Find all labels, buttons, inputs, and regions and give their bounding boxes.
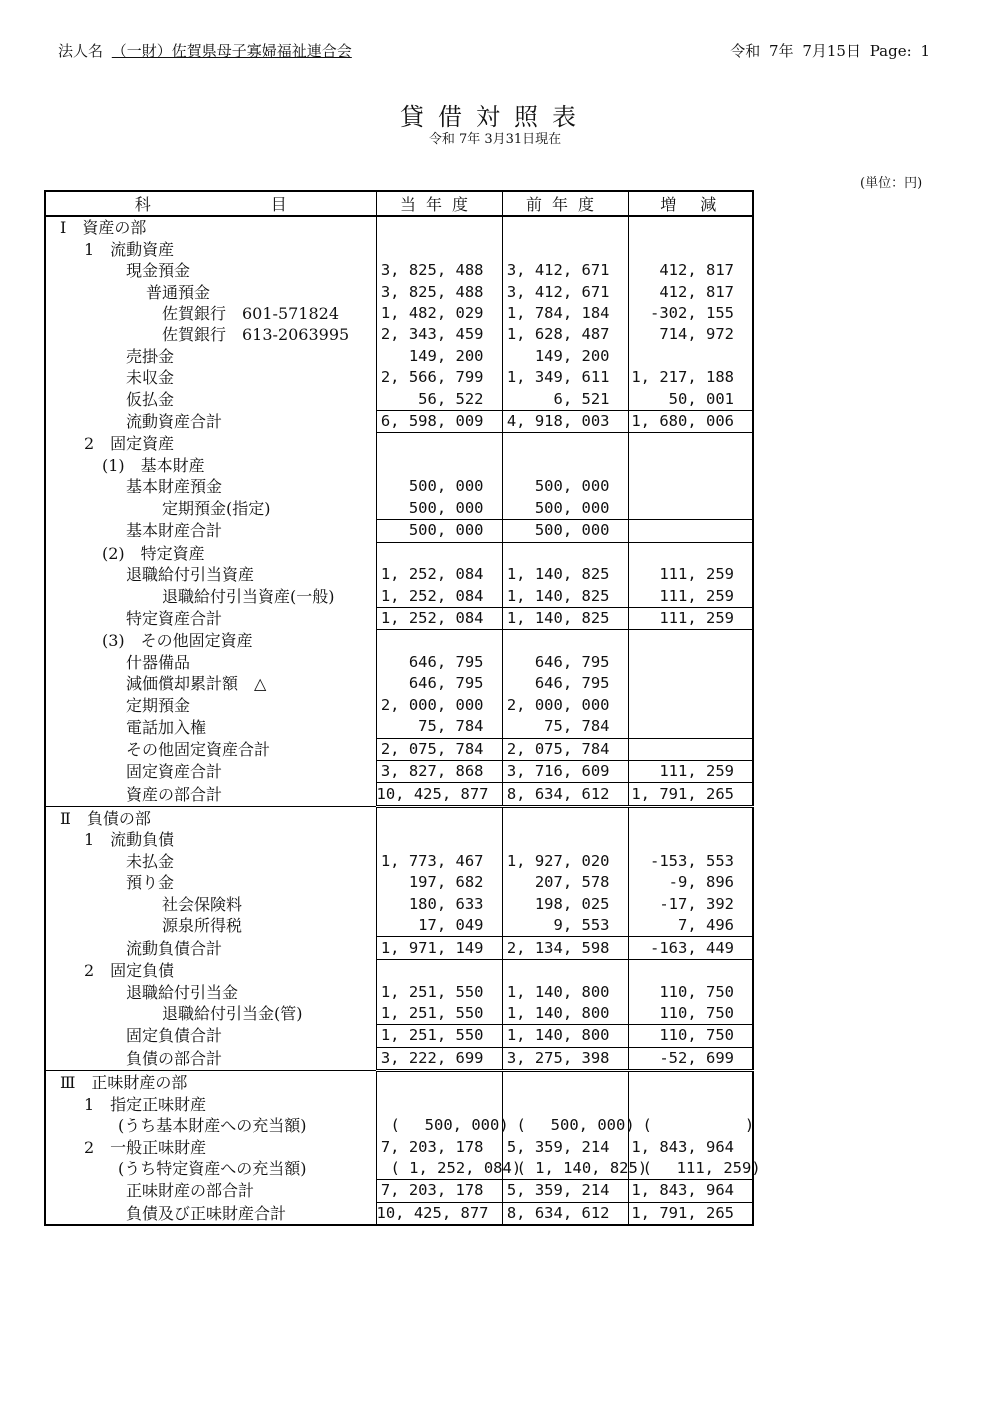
difference-value bbox=[628, 476, 753, 497]
current-year-value bbox=[376, 829, 502, 850]
row-label: 退職給付引当金(管) bbox=[162, 1004, 303, 1024]
previous-year-value: 3, 412, 671 bbox=[502, 281, 628, 302]
previous-year-value: 1, 140, 825 bbox=[502, 564, 628, 585]
previous-year-value: 2, 000, 000 bbox=[502, 695, 628, 716]
previous-year-value: 5, 359, 214 bbox=[502, 1136, 628, 1157]
previous-year-value: 3, 275, 398 bbox=[502, 1047, 628, 1070]
difference-value bbox=[628, 520, 753, 542]
row-label: 2 固定資産 bbox=[84, 434, 175, 454]
difference-value: -163, 449 bbox=[628, 937, 753, 959]
current-year-value: 6, 598, 009 bbox=[376, 410, 502, 432]
row-label: 現金預金 bbox=[126, 261, 191, 281]
difference-value bbox=[628, 498, 753, 520]
current-year-value bbox=[376, 433, 502, 455]
previous-year-value: 1, 140, 800 bbox=[502, 1025, 628, 1047]
previous-year-value: 8, 634, 612 bbox=[502, 783, 628, 806]
previous-year-value: 198, 025 bbox=[502, 894, 628, 915]
corp-label: 法人名 bbox=[58, 42, 104, 60]
difference-value: 110, 750 bbox=[628, 981, 753, 1002]
difference-value bbox=[628, 346, 753, 367]
row-label: 什器備品 bbox=[126, 652, 191, 672]
column-header-item-b: 目 bbox=[270, 195, 287, 214]
current-year-value: 500, 000 bbox=[376, 520, 502, 542]
table-row bbox=[45, 520, 753, 542]
current-year-value: 197, 682 bbox=[376, 872, 502, 893]
row-label: 正味財産の部合計 bbox=[126, 1181, 255, 1201]
previous-year-value: 646, 795 bbox=[502, 673, 628, 694]
difference-value: 110, 750 bbox=[628, 1003, 753, 1025]
current-year-value: ( 1, 252, 084) bbox=[376, 1158, 502, 1180]
report-date: 令和 7年 7月15日 bbox=[730, 42, 861, 60]
table-row bbox=[45, 1136, 753, 1157]
table-row bbox=[45, 894, 753, 915]
column-header-diff: 増 減 bbox=[628, 191, 753, 216]
previous-year-value: 3, 716, 609 bbox=[502, 760, 628, 782]
previous-year-value bbox=[502, 630, 628, 652]
previous-year-value: 8, 634, 612 bbox=[502, 1202, 628, 1225]
row-label: 特定資産合計 bbox=[126, 609, 223, 629]
table-row bbox=[45, 542, 753, 564]
table-row bbox=[45, 389, 753, 411]
previous-year-value: ( 1, 140, 825) bbox=[502, 1158, 628, 1180]
difference-value: 50, 001 bbox=[628, 389, 753, 411]
current-year-value: 75, 784 bbox=[376, 716, 502, 738]
unit-label: (単位：円) bbox=[860, 176, 923, 191]
current-year-value: 2, 075, 784 bbox=[376, 738, 502, 760]
difference-value: 1, 791, 265 bbox=[628, 783, 753, 806]
row-label: 1 流動負債 bbox=[84, 830, 175, 850]
previous-year-value: 1, 140, 825 bbox=[502, 607, 628, 629]
current-year-value: 1, 252, 084 bbox=[376, 564, 502, 585]
table-row bbox=[45, 238, 753, 259]
difference-value bbox=[628, 829, 753, 850]
table-row bbox=[45, 1094, 753, 1115]
difference-value: 111, 259 bbox=[628, 760, 753, 782]
row-label: 固定資産合計 bbox=[126, 762, 223, 782]
previous-year-value bbox=[502, 806, 628, 829]
difference-value bbox=[628, 1071, 753, 1094]
table-row bbox=[45, 1202, 753, 1225]
previous-year-value: 6, 521 bbox=[502, 389, 628, 411]
previous-year-value bbox=[502, 216, 628, 238]
difference-value: 7, 496 bbox=[628, 915, 753, 937]
row-label: (3) その他固定資産 bbox=[102, 631, 253, 651]
difference-value: 111, 259 bbox=[628, 607, 753, 629]
row-label: Ⅱ 負債の部 bbox=[45, 806, 376, 829]
table-row bbox=[45, 1180, 753, 1202]
previous-year-value bbox=[502, 238, 628, 259]
row-label: 売掛金 bbox=[126, 346, 175, 366]
row-label: 負債及び正味財産合計 bbox=[126, 1203, 287, 1223]
difference-value: -17, 392 bbox=[628, 894, 753, 915]
row-label: 定期預金 bbox=[126, 695, 191, 715]
previous-year-value: 1, 140, 800 bbox=[502, 1003, 628, 1025]
row-label: 基本財産預金 bbox=[126, 477, 223, 497]
table-row bbox=[45, 476, 753, 497]
row-label: (2) 特定資産 bbox=[102, 543, 205, 563]
difference-value: 1, 217, 188 bbox=[628, 367, 753, 388]
table-row bbox=[45, 607, 753, 629]
difference-value: 412, 817 bbox=[628, 281, 753, 302]
table-body bbox=[45, 216, 761, 1225]
previous-year-value bbox=[502, 829, 628, 850]
current-year-value: 17, 049 bbox=[376, 915, 502, 937]
row-label: Ⅲ 正味財産の部 bbox=[45, 1071, 376, 1094]
current-year-value bbox=[376, 1071, 502, 1094]
previous-year-value: 1, 140, 825 bbox=[502, 585, 628, 607]
current-year-value bbox=[376, 542, 502, 564]
current-year-value bbox=[376, 216, 502, 238]
table-row bbox=[45, 433, 753, 455]
previous-year-value: 500, 000 bbox=[502, 498, 628, 520]
row-label: 2 一般正味財産 bbox=[84, 1137, 207, 1157]
difference-value: ( 111, 259) bbox=[628, 1158, 753, 1180]
previous-year-value bbox=[502, 542, 628, 564]
page-number: 1 bbox=[920, 42, 930, 60]
page-label: Page: bbox=[869, 42, 912, 60]
row-label: 佐賀銀行 613-2063995 bbox=[162, 325, 350, 345]
current-year-value: ( 500, 000) bbox=[376, 1115, 502, 1136]
current-year-value: 1, 482, 029 bbox=[376, 303, 502, 324]
table-row bbox=[45, 783, 753, 806]
previous-year-value: 2, 075, 784 bbox=[502, 738, 628, 760]
row-label: (うち特定資産への充当額) bbox=[118, 1159, 307, 1179]
difference-value bbox=[628, 959, 753, 981]
table-row bbox=[45, 1047, 753, 1070]
row-label: 源泉所得税 bbox=[162, 916, 243, 936]
table-row bbox=[45, 455, 753, 476]
row-label: (1) 基本財産 bbox=[102, 456, 205, 476]
table-row bbox=[45, 829, 753, 850]
previous-year-value: ( 500, 000) bbox=[502, 1115, 628, 1136]
current-year-value: 2, 566, 799 bbox=[376, 367, 502, 388]
current-year-value bbox=[376, 238, 502, 259]
row-label: 定期預金(指定) bbox=[162, 499, 271, 519]
corporation-header bbox=[58, 40, 352, 61]
column-header-current: 当年度 bbox=[376, 191, 502, 216]
table-row bbox=[45, 260, 753, 281]
column-header-item bbox=[45, 191, 376, 216]
row-label: 佐賀銀行 601-571824 bbox=[162, 303, 340, 323]
row-label: 流動負債合計 bbox=[126, 938, 223, 958]
previous-year-value: 207, 578 bbox=[502, 872, 628, 893]
difference-value: -52, 699 bbox=[628, 1047, 753, 1070]
table-row bbox=[45, 346, 753, 367]
table-row bbox=[45, 760, 753, 782]
row-label: 1 流動資産 bbox=[84, 239, 175, 259]
row-label: 資産の部合計 bbox=[126, 784, 223, 804]
table-row bbox=[45, 959, 753, 981]
current-year-value: 7, 203, 178 bbox=[376, 1136, 502, 1157]
row-label: 固定負債合計 bbox=[126, 1026, 223, 1046]
table-row bbox=[45, 1115, 753, 1136]
difference-value bbox=[628, 716, 753, 738]
table-row bbox=[45, 652, 753, 673]
previous-year-value: 5, 359, 214 bbox=[502, 1180, 628, 1202]
current-year-value bbox=[376, 630, 502, 652]
balance-sheet-table bbox=[44, 190, 761, 1226]
table-row bbox=[45, 564, 753, 585]
previous-year-value: 4, 918, 003 bbox=[502, 410, 628, 432]
current-year-value: 1, 251, 550 bbox=[376, 981, 502, 1002]
current-year-value: 3, 825, 488 bbox=[376, 260, 502, 281]
previous-year-value bbox=[502, 433, 628, 455]
current-year-value: 10, 425, 877 bbox=[376, 1202, 502, 1225]
current-year-value: 500, 000 bbox=[376, 476, 502, 497]
current-year-value: 3, 827, 868 bbox=[376, 760, 502, 782]
row-label: 仮払金 bbox=[126, 389, 175, 409]
row-label: 1 指定正味財産 bbox=[84, 1094, 207, 1114]
table-row bbox=[45, 851, 753, 872]
row-label: 退職給付引当資産 bbox=[126, 565, 255, 585]
previous-year-value: 646, 795 bbox=[502, 652, 628, 673]
table-row bbox=[45, 630, 753, 652]
difference-value bbox=[628, 695, 753, 716]
table-row bbox=[45, 410, 753, 432]
difference-value bbox=[628, 652, 753, 673]
previous-year-value: 2, 134, 598 bbox=[502, 937, 628, 959]
row-label: 基本財産合計 bbox=[126, 521, 223, 541]
table-row bbox=[45, 673, 753, 694]
date-page-header bbox=[730, 40, 930, 61]
table-row bbox=[45, 915, 753, 937]
previous-year-value: 9, 553 bbox=[502, 915, 628, 937]
current-year-value: 56, 522 bbox=[376, 389, 502, 411]
previous-year-value: 1, 628, 487 bbox=[502, 324, 628, 345]
difference-value: 714, 972 bbox=[628, 324, 753, 345]
previous-year-value: 1, 140, 800 bbox=[502, 981, 628, 1002]
difference-value: 1, 791, 265 bbox=[628, 1202, 753, 1225]
current-year-value bbox=[376, 455, 502, 476]
difference-value: -302, 155 bbox=[628, 303, 753, 324]
row-label: 退職給付引当金 bbox=[126, 982, 239, 1002]
difference-value bbox=[628, 455, 753, 476]
row-label: 社会保険料 bbox=[162, 894, 243, 914]
table-row bbox=[45, 872, 753, 893]
difference-value: 110, 750 bbox=[628, 1025, 753, 1047]
row-label: 負債の部合計 bbox=[126, 1049, 223, 1069]
previous-year-value bbox=[502, 1094, 628, 1115]
table-row bbox=[45, 498, 753, 520]
current-year-value: 1, 773, 467 bbox=[376, 851, 502, 872]
current-year-value: 10, 425, 877 bbox=[376, 783, 502, 806]
current-year-value bbox=[376, 959, 502, 981]
current-year-value: 1, 251, 550 bbox=[376, 1003, 502, 1025]
table-row bbox=[45, 981, 753, 1002]
current-year-value: 2, 000, 000 bbox=[376, 695, 502, 716]
difference-value: 412, 817 bbox=[628, 260, 753, 281]
difference-value bbox=[628, 216, 753, 238]
row-label: 減価償却累計額 △ bbox=[126, 674, 267, 694]
table-row bbox=[45, 324, 753, 345]
current-year-value: 3, 825, 488 bbox=[376, 281, 502, 302]
current-year-value: 180, 633 bbox=[376, 894, 502, 915]
previous-year-value: 1, 927, 020 bbox=[502, 851, 628, 872]
row-label: (うち基本財産への充当額) bbox=[118, 1116, 307, 1136]
row-label: Ⅰ 資産の部 bbox=[60, 218, 147, 238]
table-row bbox=[45, 695, 753, 716]
difference-value: ( ) bbox=[628, 1115, 753, 1136]
column-header-item-a: 科 bbox=[134, 195, 151, 214]
current-year-value: 1, 251, 550 bbox=[376, 1025, 502, 1047]
current-year-value: 646, 795 bbox=[376, 673, 502, 694]
current-year-value: 2, 343, 459 bbox=[376, 324, 502, 345]
current-year-value: 1, 252, 084 bbox=[376, 585, 502, 607]
row-label: その他固定資産合計 bbox=[126, 739, 271, 759]
table-row bbox=[45, 937, 753, 959]
previous-year-value: 75, 784 bbox=[502, 716, 628, 738]
current-year-value: 1, 971, 149 bbox=[376, 937, 502, 959]
previous-year-value bbox=[502, 959, 628, 981]
difference-value bbox=[628, 673, 753, 694]
table-row bbox=[45, 716, 753, 738]
table-row bbox=[45, 1158, 753, 1180]
difference-value bbox=[628, 1094, 753, 1115]
difference-value bbox=[628, 542, 753, 564]
table-row bbox=[45, 585, 753, 607]
document-title: 貸借対照表 bbox=[400, 103, 590, 131]
current-year-value: 646, 795 bbox=[376, 652, 502, 673]
table-row bbox=[45, 1071, 753, 1094]
difference-value bbox=[628, 433, 753, 455]
table-row bbox=[45, 1025, 753, 1047]
table-row bbox=[45, 303, 753, 324]
table-row bbox=[45, 738, 753, 760]
column-header-previous: 前年度 bbox=[502, 191, 628, 216]
previous-year-value: 1, 784, 184 bbox=[502, 303, 628, 324]
previous-year-value: 3, 412, 671 bbox=[502, 260, 628, 281]
previous-year-value bbox=[502, 455, 628, 476]
difference-value bbox=[628, 806, 753, 829]
previous-year-value: 1, 349, 611 bbox=[502, 367, 628, 388]
document-subtitle: 令和 7年 3月31日現在 bbox=[428, 132, 562, 147]
difference-value: -9, 896 bbox=[628, 872, 753, 893]
row-label: 退職給付引当資産(一般) bbox=[162, 586, 335, 606]
difference-value bbox=[628, 238, 753, 259]
difference-value: 1, 680, 006 bbox=[628, 410, 753, 432]
table-header-row bbox=[45, 191, 753, 216]
row-label: 預り金 bbox=[126, 873, 175, 893]
previous-year-value: 500, 000 bbox=[502, 520, 628, 542]
table-row bbox=[45, 367, 753, 388]
difference-value: 1, 843, 964 bbox=[628, 1136, 753, 1157]
current-year-value: 7, 203, 178 bbox=[376, 1180, 502, 1202]
difference-value: 111, 259 bbox=[628, 564, 753, 585]
corp-name: （一財）佐賀県母子寡婦福祉連合会 bbox=[111, 42, 352, 60]
row-label: 流動資産合計 bbox=[126, 412, 223, 432]
table-row bbox=[45, 1003, 753, 1025]
previous-year-value: 500, 000 bbox=[502, 476, 628, 497]
previous-year-value bbox=[502, 1071, 628, 1094]
row-label: 未払金 bbox=[126, 851, 175, 871]
row-label: 普通預金 bbox=[146, 282, 211, 302]
current-year-value bbox=[376, 1094, 502, 1115]
current-year-value: 149, 200 bbox=[376, 346, 502, 367]
row-label: 2 固定負債 bbox=[84, 960, 175, 980]
difference-value: 111, 259 bbox=[628, 585, 753, 607]
row-label: 電話加入権 bbox=[126, 717, 207, 737]
current-year-value: 1, 252, 084 bbox=[376, 607, 502, 629]
difference-value: -153, 553 bbox=[628, 851, 753, 872]
table-row bbox=[45, 216, 753, 238]
row-label: 未収金 bbox=[126, 368, 175, 388]
current-year-value: 500, 000 bbox=[376, 498, 502, 520]
previous-year-value: 149, 200 bbox=[502, 346, 628, 367]
difference-value: 1, 843, 964 bbox=[628, 1180, 753, 1202]
table-row bbox=[45, 806, 753, 829]
table-row bbox=[45, 281, 753, 302]
current-year-value bbox=[376, 806, 502, 829]
current-year-value: 3, 222, 699 bbox=[376, 1047, 502, 1070]
difference-value bbox=[628, 630, 753, 652]
difference-value bbox=[628, 738, 753, 760]
